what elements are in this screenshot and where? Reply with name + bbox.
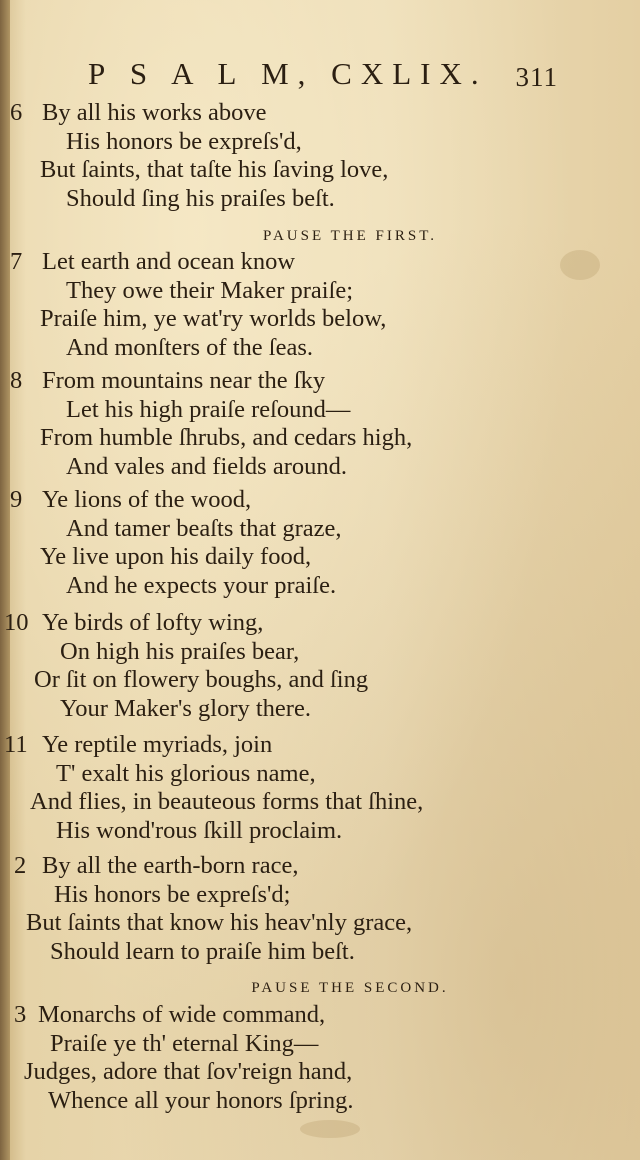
verse-line — [0, 99, 640, 128]
verse-line — [0, 305, 640, 334]
verse-text: Judges, adore that ſov'reign hand, — [24, 1058, 353, 1085]
page-header — [0, 56, 640, 96]
verse-text: His honors be expreſs'd; — [54, 880, 291, 908]
stanza-7 — [0, 248, 640, 362]
stanza-8 — [0, 367, 640, 481]
verse-line — [0, 609, 640, 638]
stanza-12 — [0, 852, 640, 966]
verse-text: And flies, in beauteous forms that ſhine, — [30, 788, 424, 815]
stanza-number: 6 — [10, 99, 23, 126]
verse-line — [0, 909, 640, 938]
verse-line — [0, 515, 640, 544]
pause-heading: PAUSE THE SECOND. — [251, 980, 449, 996]
verse-text: And he expects your praiſe. — [66, 571, 337, 599]
verse-line — [0, 277, 640, 306]
verse-text: Praiſe ye th' eternal King— — [50, 1029, 319, 1057]
verse-line — [0, 486, 640, 515]
verse-line — [0, 1058, 640, 1087]
verse-text: Let earth and ocean know — [42, 248, 296, 275]
verse-text: And tamer beaſts that graze, — [66, 514, 342, 542]
verse-text: Whence all your honors ſpring. — [48, 1086, 354, 1114]
stanza-number: 9 — [10, 486, 23, 513]
verse-line — [0, 695, 640, 724]
pause-heading: PAUSE THE FIRST. — [262, 228, 437, 244]
stanza-9 — [0, 486, 640, 600]
verse-text: Ye reptile myriads, join — [42, 731, 273, 758]
verse-line — [0, 1001, 640, 1030]
verse-line — [0, 185, 640, 214]
verse-line — [0, 881, 640, 910]
running-title: P S A L M, CXLIX. — [88, 56, 488, 91]
verse-text: From mountains near the ſky — [42, 367, 326, 394]
stanza-13 — [0, 1001, 640, 1115]
verse-line — [0, 453, 640, 482]
verse-line — [0, 396, 640, 425]
verse-text: T' exalt his glorious name, — [56, 759, 316, 787]
verse-line — [0, 1087, 640, 1116]
verse-line — [0, 572, 640, 601]
verse-line — [0, 788, 640, 817]
verse-line — [0, 666, 640, 695]
verse-text: Monarchs of wide command, — [38, 1001, 326, 1028]
verse-line — [0, 128, 640, 157]
page-number: 311 — [515, 62, 558, 92]
verse-text: By all his works above — [42, 99, 267, 126]
verse-text: By all the earth-born race, — [42, 852, 299, 879]
stanza-number: 7 — [10, 248, 23, 275]
stanza-number: 2 — [14, 852, 27, 879]
verse-text: Should ſing his praiſes beſt. — [66, 184, 335, 212]
verse-text: On high his praiſes bear, — [60, 637, 300, 665]
verse-text: Your Maker's glory there. — [60, 694, 311, 722]
verse-line — [0, 638, 640, 667]
verse-text: Ye live upon his daily food, — [40, 543, 312, 570]
verse-text: Ye birds of lofty wing, — [42, 609, 264, 636]
verse-text: Should learn to praiſe him beſt. — [50, 937, 355, 965]
verse-line — [0, 248, 640, 277]
stanza-number: 10 — [4, 609, 29, 636]
verse-line — [0, 424, 640, 453]
verse-line — [0, 543, 640, 572]
verse-text: And vales and fields around. — [66, 452, 347, 480]
verse-line — [0, 817, 640, 846]
verse-line — [0, 156, 640, 185]
verse-text: Ye lions of the wood, — [42, 486, 252, 513]
verse-text: His honors be expreſs'd, — [66, 127, 302, 155]
verse-text: They owe their Maker praiſe; — [66, 276, 354, 304]
verse-text: But ſaints, that taſte his ſaving love, — [40, 156, 389, 183]
stanza-number: 11 — [4, 731, 28, 758]
verse-line — [0, 334, 640, 363]
verse-line — [0, 760, 640, 789]
verse-text: His wond'rous ſkill proclaim. — [56, 816, 343, 844]
stanza-11 — [0, 731, 640, 845]
verse-line — [0, 938, 640, 967]
verse-text: But ſaints that know his heav'nly grace, — [26, 909, 413, 936]
verse-text: Praiſe him, ye wat'ry worlds below, — [40, 305, 387, 332]
paper-stain — [300, 1120, 360, 1138]
stanza-number: 3 — [14, 1001, 27, 1028]
stanza-6 — [0, 99, 640, 213]
verse-line — [0, 367, 640, 396]
verse-text: Let his high praiſe reſound— — [66, 395, 351, 423]
verse-text: Or ſit on flowery boughs, and ſing — [34, 666, 369, 693]
verse-text: And monſters of the ſeas. — [66, 333, 313, 361]
verse-text: From humble ſhrubs, and cedars high, — [40, 424, 413, 451]
verse-line — [0, 852, 640, 881]
verse-line — [0, 731, 640, 760]
verse-line — [0, 1030, 640, 1059]
stanza-10 — [0, 609, 640, 723]
stanza-number: 8 — [10, 367, 23, 394]
